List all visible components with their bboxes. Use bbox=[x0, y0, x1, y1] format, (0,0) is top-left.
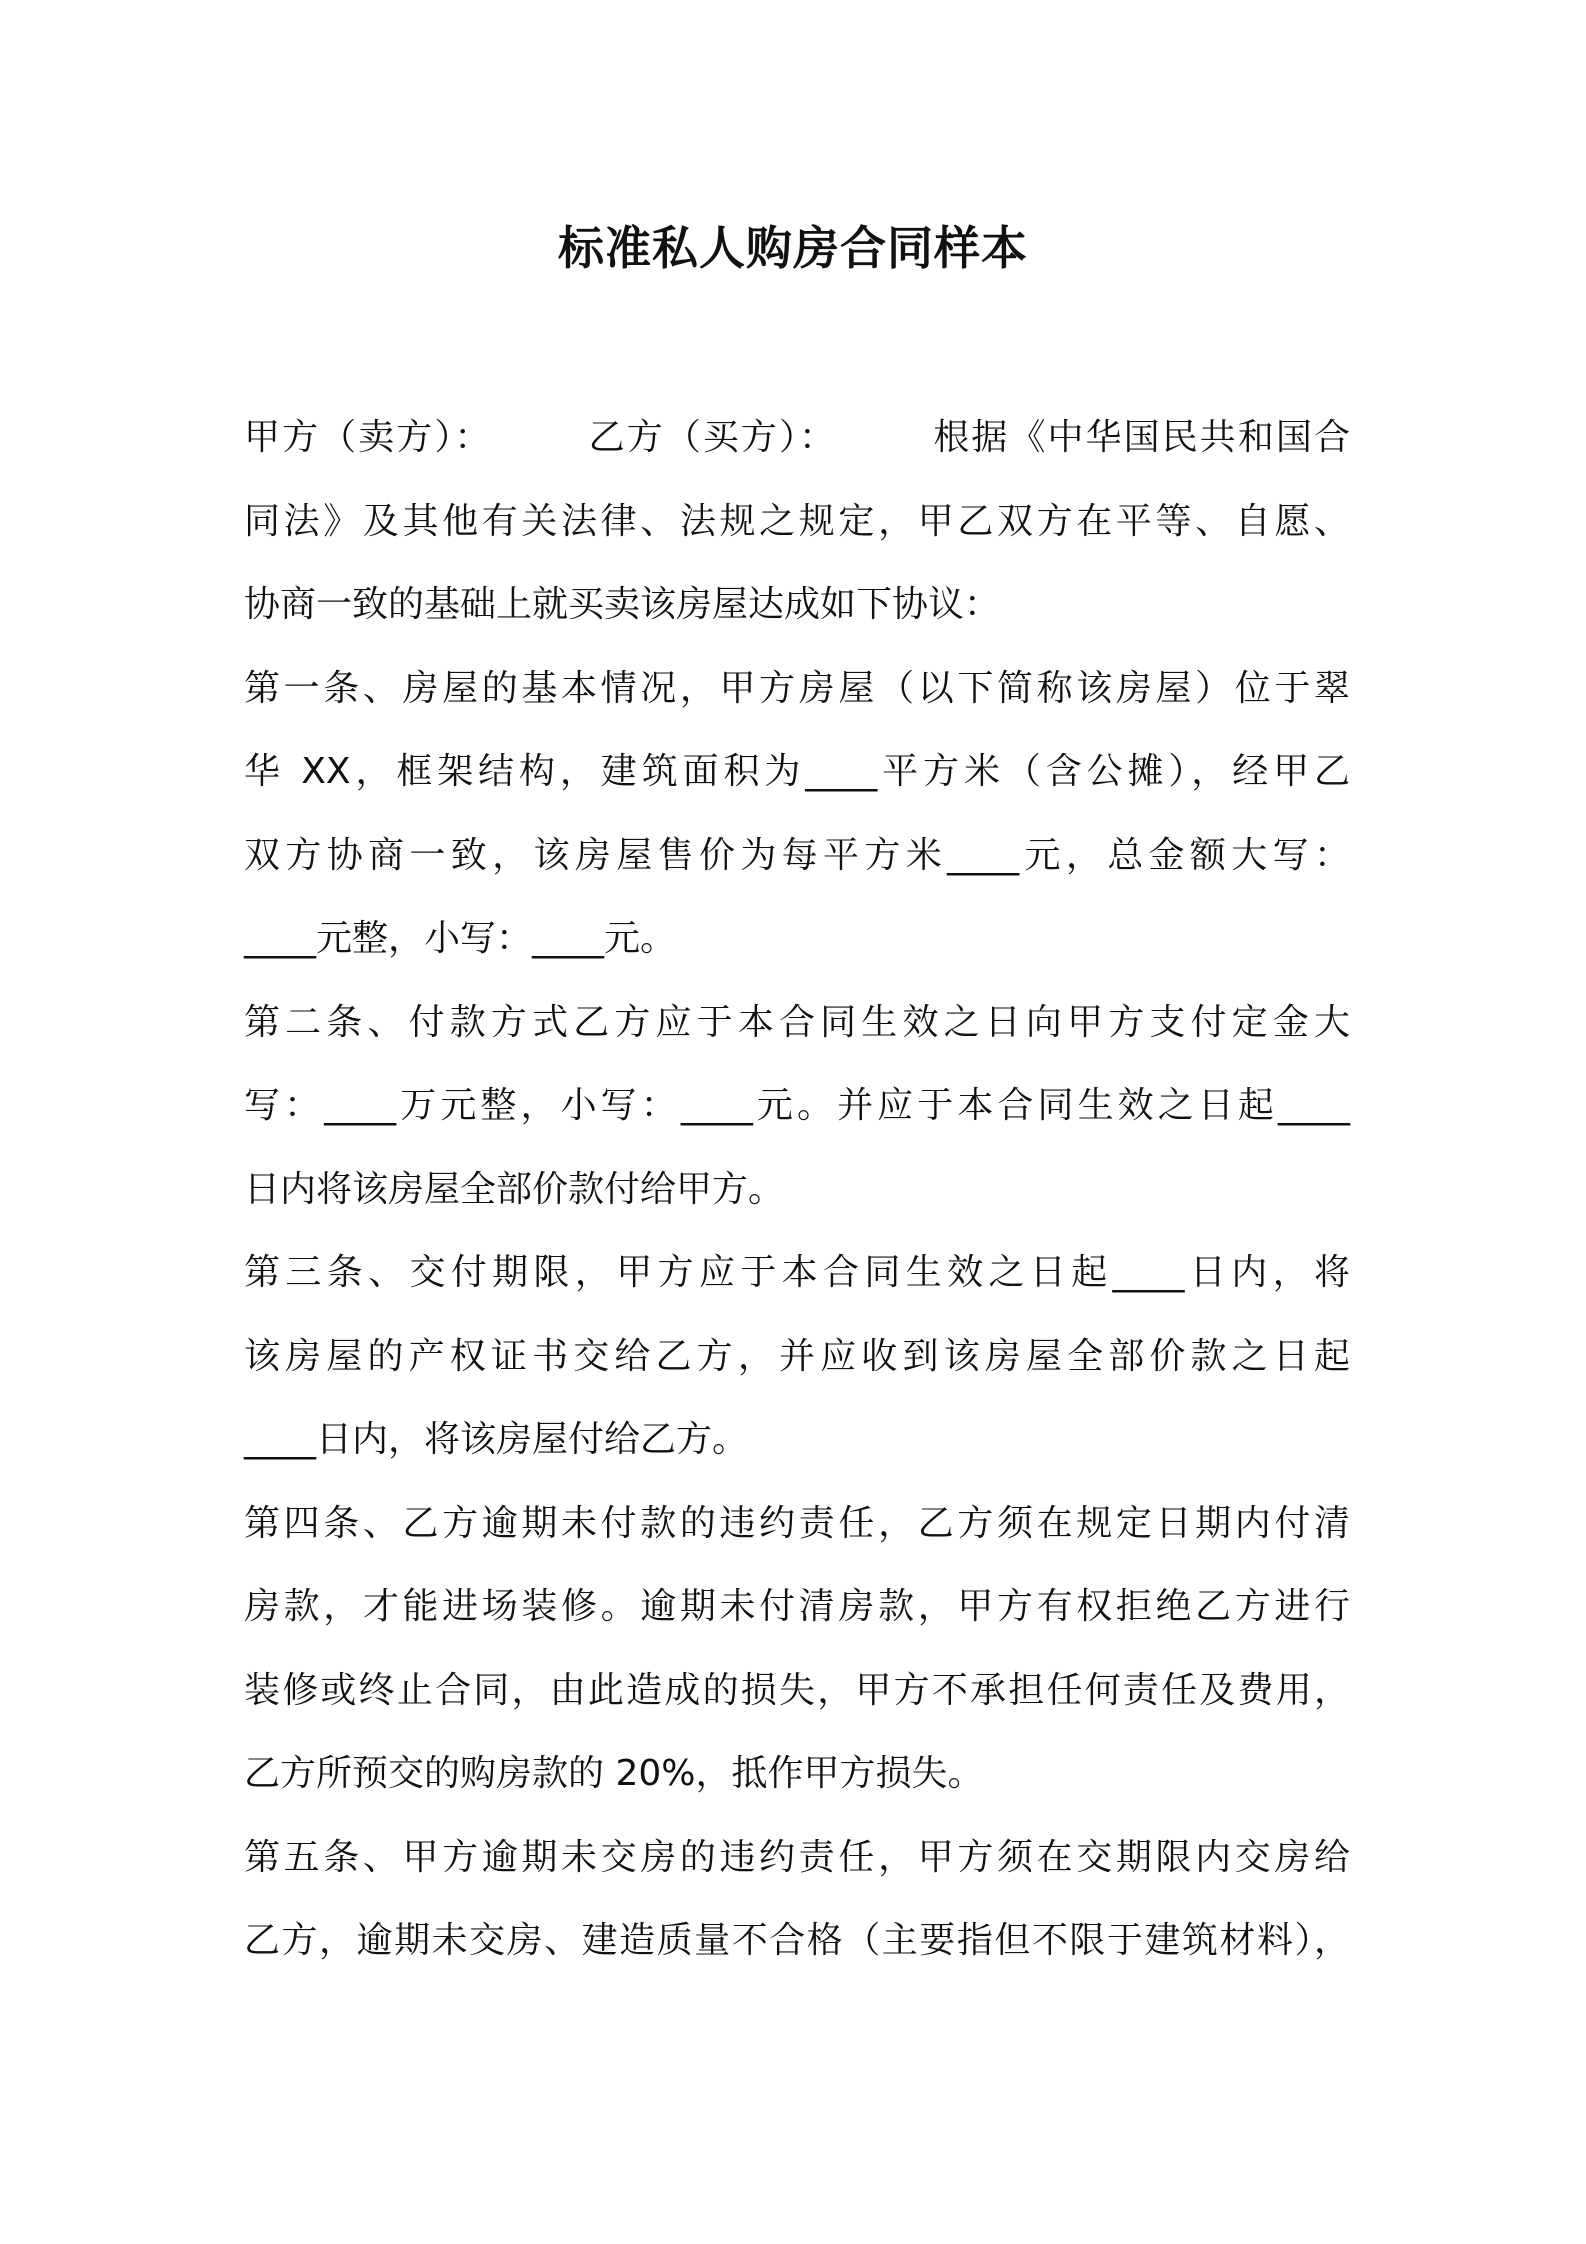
text-line-19: 乙方，逾期未交房、建造质量不合格（主要指但不限于建筑材料）， bbox=[244, 1920, 1350, 1961]
text-line-2: 同法》及其他有关法律、法规之规定，甲乙双方在平等、自愿、 bbox=[244, 500, 1350, 542]
text-line-16: 装修或终止合同，由此造成的损失，甲方不承担任何责任及费用， bbox=[244, 1669, 1350, 1711]
text-line-8: 第二条、付款方式乙方应于本合同生效之日向甲方支付定金大 bbox=[244, 1001, 1350, 1043]
text-line-10: 日内将该房屋全部价款付给甲方。 bbox=[244, 1168, 785, 1210]
text-line-18: 第五条、甲方逾期未交房的违约责任，甲方须在交期限内交房给 bbox=[244, 1836, 1350, 1878]
contract-body bbox=[244, 396, 1350, 1983]
text-line-11: 第三条、交付期限，甲方应于本合同生效之日起____日内，将 bbox=[244, 1252, 1350, 1293]
document-title: 标准私人购房合同样本 bbox=[558, 221, 1028, 275]
text-line-9: 写：____万元整，小写：____元。并应于本合同生效之日起____ bbox=[244, 1085, 1350, 1126]
text-line-13: ____日内，将该房屋付给乙方。 bbox=[244, 1419, 749, 1460]
text-line-17: 乙方所预交的购房款的 20%，抵作甲方损失。 bbox=[244, 1753, 984, 1794]
text-line-5: 华 XX，框架结构，建筑面积为____平方米（含公摊），经甲乙 bbox=[244, 751, 1350, 792]
text-line-15: 房款，才能进场装修。逾期未付清房款，甲方有权拒绝乙方进行 bbox=[244, 1586, 1350, 1627]
text-line-3: 协商一致的基础上就买卖该房屋达成如下协议： bbox=[244, 584, 1001, 625]
text-line-14: 第四条、乙方逾期未付款的违约责任，乙方须在规定日期内付清 bbox=[244, 1502, 1350, 1544]
text-line-4: 第一条、房屋的基本情况，甲方房屋（以下简称该房屋）位于翠 bbox=[244, 667, 1350, 709]
text-line-12: 该房屋的产权证书交给乙方，并应收到该房屋全部价款之日起 bbox=[244, 1335, 1350, 1377]
text-line-1: 甲方（卖方）： 乙方（买方）： 根据《中华国民共和国合 bbox=[244, 417, 1350, 458]
text-line-7: ____元整，小写：____元。 bbox=[244, 918, 677, 959]
text-line-6: 双方协商一致，该房屋售价为每平方米____元，总金额大写： bbox=[244, 834, 1350, 876]
